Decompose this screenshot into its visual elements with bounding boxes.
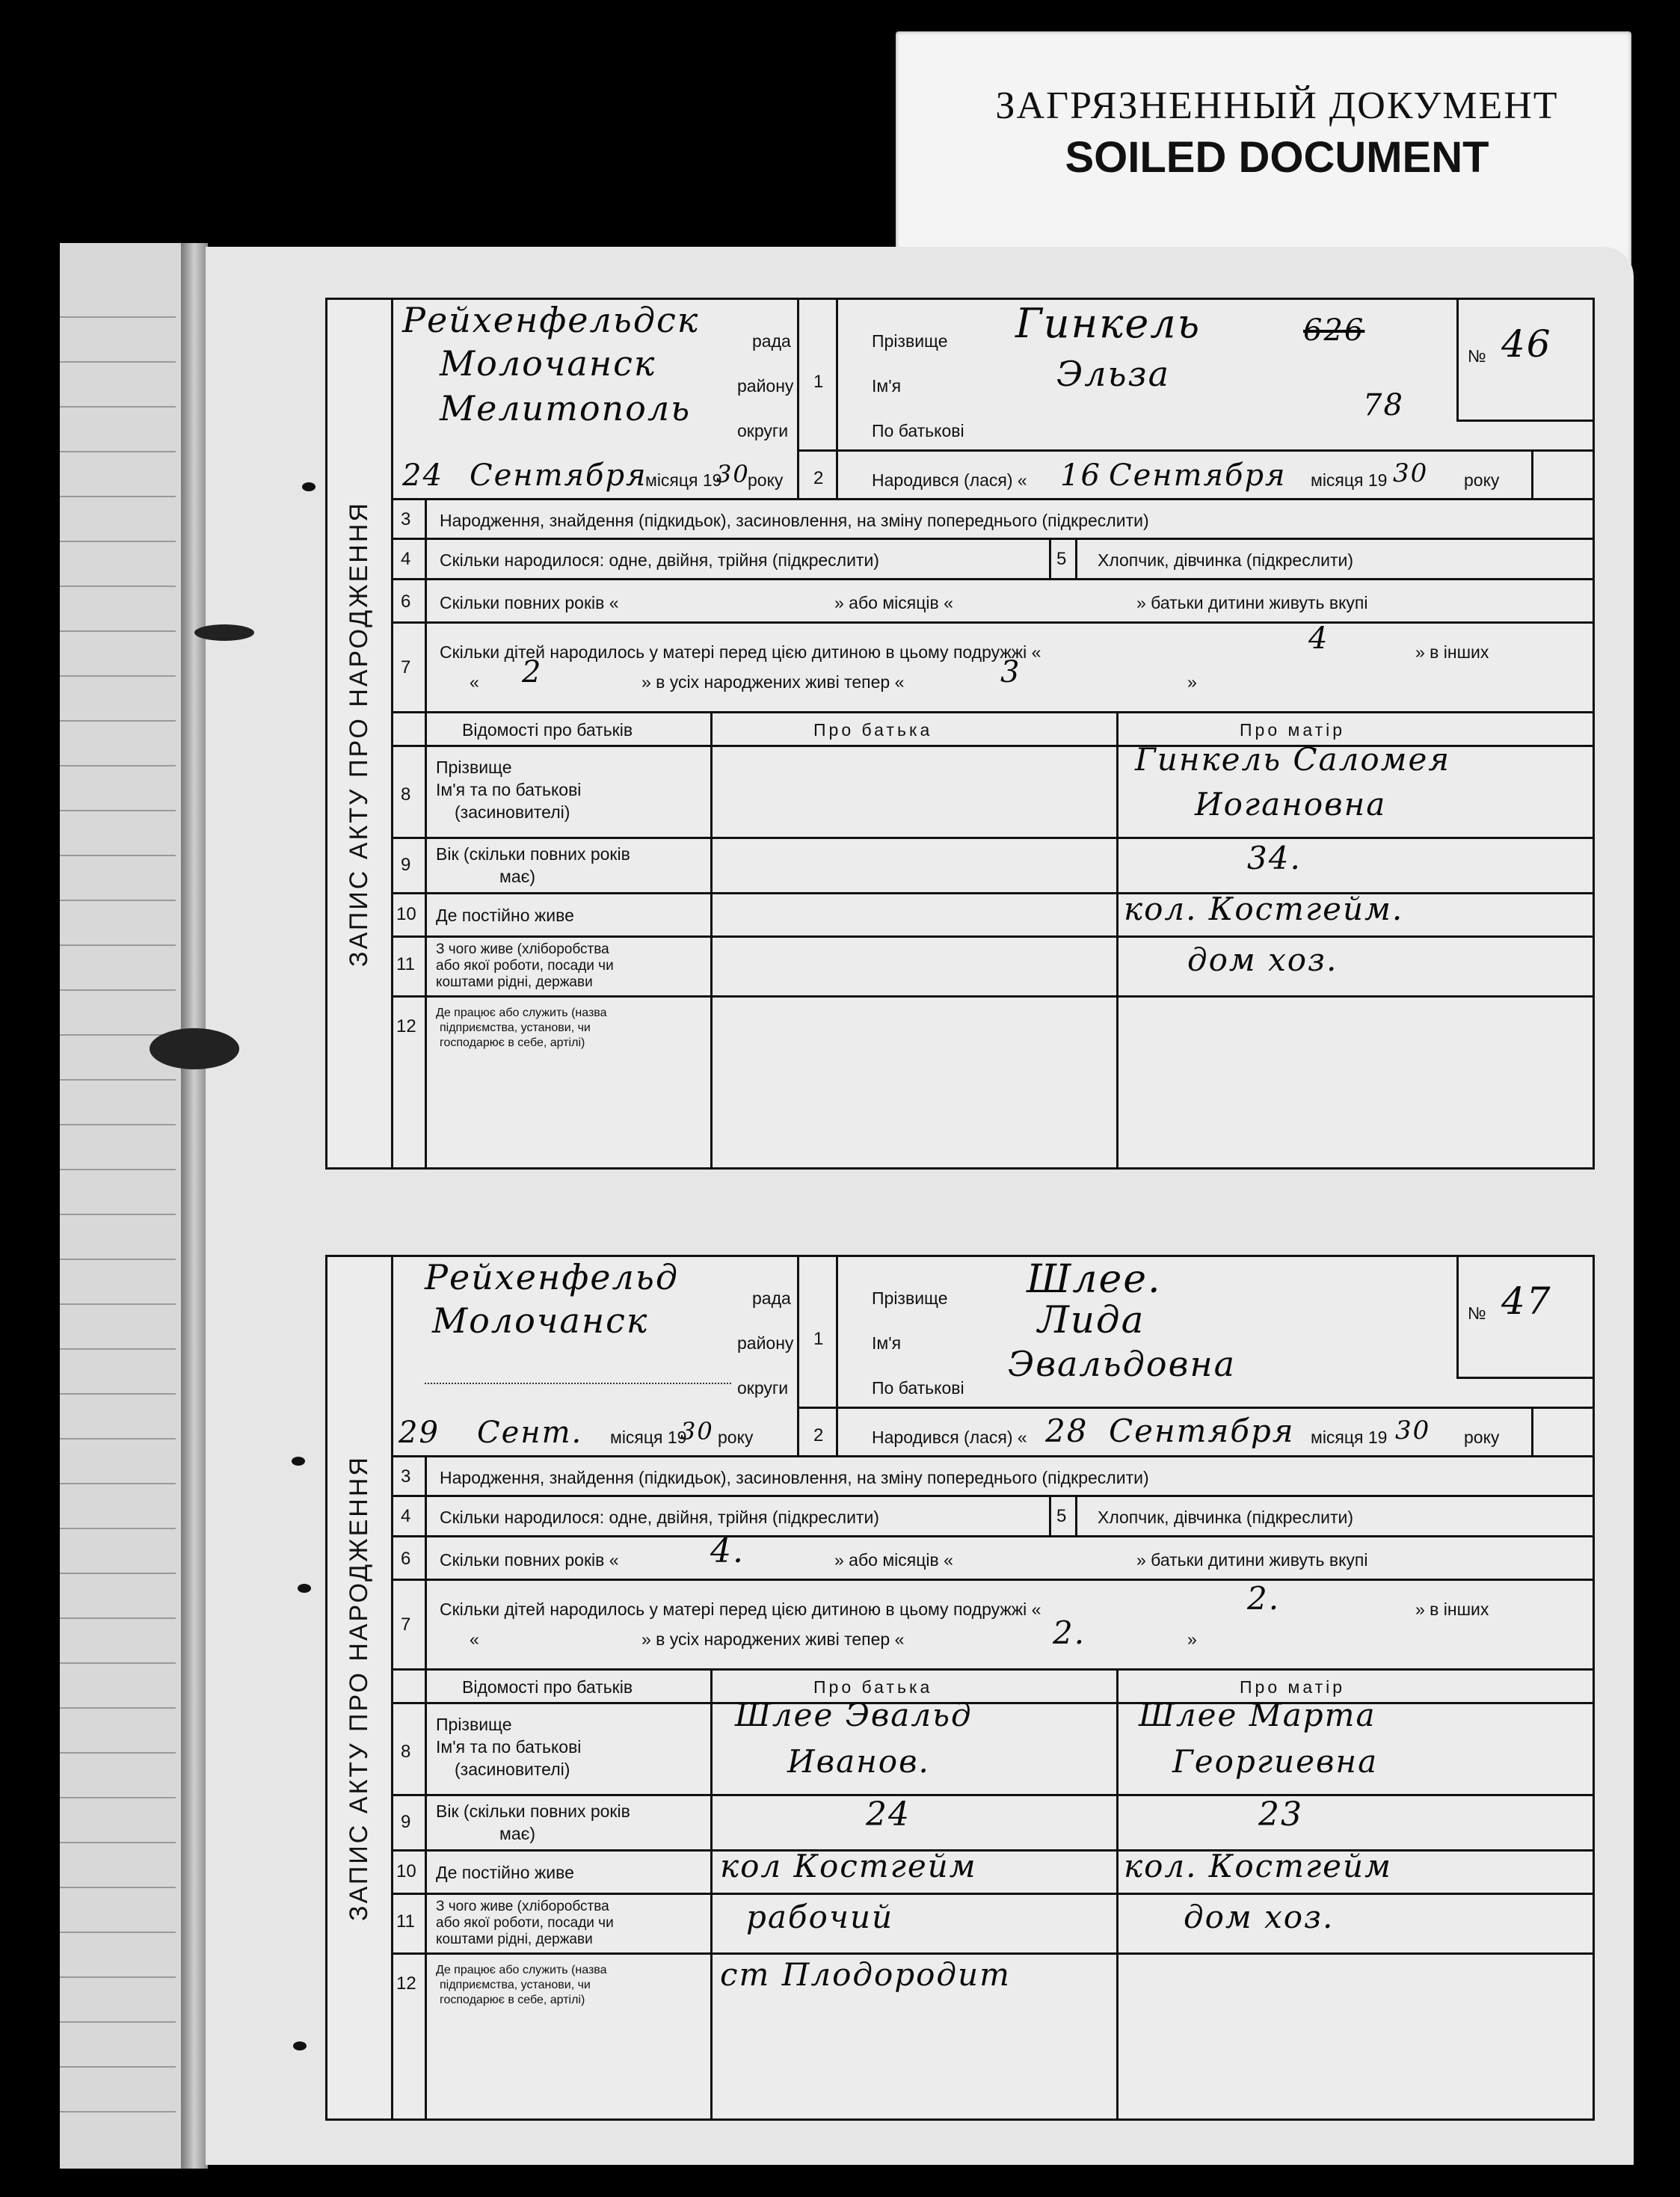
- form-side-title: ЗАПИС АКТУ ПРО НАРОДЖЕННЯ: [327, 300, 393, 1167]
- ink-stain: [194, 624, 254, 641]
- row7b: » в інших: [1415, 642, 1489, 662]
- father-workplace: ст Плодородит: [720, 1956, 1011, 1993]
- child-surname: Шлее.: [1027, 1257, 1162, 1302]
- birth-month: Сентября: [1109, 1413, 1295, 1449]
- reg-month: Сент.: [477, 1416, 583, 1450]
- mother-occupation: дом хоз.: [1187, 941, 1338, 978]
- father-name2: Иванов.: [787, 1743, 930, 1780]
- birth-year: 30: [1393, 458, 1429, 488]
- rada-label: рада: [752, 331, 791, 351]
- reg-month: Сентября: [470, 458, 647, 493]
- father-occupation: рабочий: [746, 1899, 894, 1935]
- birth-record-47: ЗАПИС АКТУ ПРО НАРОДЖЕННЯ Рейхенфельд рада Молочанск району округи 29 Сент. місяця 19 30 року 1 2 Прізвище Шлее. Ім'я Лида По батькові Эвальдовна № 47 Народився (лася) « 28 Сентября місяця 19 30 року 3 Народження, знайдення (підкидьок), засиновлення, на зміну попереднього (підкреслити) 4 Скільки народилося: одне, двійня, трійня (підкреслити) 5 Хлопчик, дівчинка (підкреслити) 6 Скільки повних років « 4. » або місяців « » батьки дитини живуть вкупі 7 Скільки дітей народилось у матері перед цією дитиною в цьому подружжі « 2. » в інших « » в усіх народжених живі тепер « 2. » Відомості про батьків Про батька Про матір 8 Прізвище Ім'я та по батькові (засиновителі) Шлее Эвальд Иванов. Шлее Марта Георгиевна 9 Вік (скільки повних років має) 24 23 10 Де постійно живе кол Костгейм кол. Костгейм 11 З чого живе (хліборобства або якої роботи, посади чи коштами рідні, держави рабочий дом хоз. 12 Де працює або служить (назва підприємства, установи, чи господарює в себе, артілі) ст Плодородит: [325, 1255, 1595, 2121]
- row6a: Скільки повних років «: [440, 593, 619, 612]
- mother-occupation: дом хоз.: [1184, 1899, 1335, 1935]
- rada-value: Рейхенфельдск: [402, 300, 700, 340]
- birth-roku-label: року: [1464, 470, 1500, 490]
- rayon-label: району: [737, 376, 794, 396]
- misyatsya-label: місяця 19: [645, 470, 722, 490]
- surname-label: Прізвище: [872, 331, 948, 351]
- row7d: » в усіх народжених живі тепер «: [641, 672, 905, 692]
- header-mother: Про матір: [1240, 720, 1346, 740]
- mother-name1: Гинкель Саломея: [1135, 741, 1451, 778]
- reg-year: 30: [716, 460, 750, 488]
- ink-stain: [150, 1028, 239, 1069]
- years-together: 4.: [710, 1532, 745, 1570]
- crossed-number: 626: [1303, 313, 1365, 348]
- child-surname: Гинкель: [1015, 300, 1201, 347]
- binding-hole: [298, 1584, 311, 1593]
- okrug-value: Мелитополь: [440, 388, 692, 428]
- rayon-value: Молочанск: [432, 1300, 649, 1341]
- mother-name1: Шлее Марта: [1139, 1697, 1376, 1733]
- children-alive: 2.: [1053, 1614, 1086, 1651]
- row6b: » або місяців «: [834, 593, 953, 612]
- header-info: Відомості про батьків: [462, 720, 633, 740]
- row6c: » батьки дитини живуть вкупі: [1136, 593, 1368, 612]
- note-number: 78: [1363, 388, 1404, 423]
- birth-day: 28: [1045, 1413, 1089, 1449]
- row7a: Скільки дітей народилось у матері перед цією дитиною в цьому подружжі «: [440, 642, 1041, 662]
- form-side-title: ЗАПИС АКТУ ПРО НАРОДЖЕННЯ: [327, 1257, 393, 2118]
- roku-label: року: [748, 470, 784, 490]
- stamp-ru: ЗАГРЯЗНЕННЫЙ ДОКУМЕНТ: [995, 84, 1559, 127]
- mother-residence: кол. Костгейм.: [1124, 891, 1404, 927]
- birth-record-46: ЗАПИС АКТУ ПРО НАРОДЖЕННЯ Рейхенфельдск рада Молочанск району Мелитополь округи 24 Сентября місяця 19 30 року 1 2 Прізвище Гинкель 626 Ім'я Эльза По батькові 78 № 46 Народився (лася) « 16 Сентября місяця 19 30 року 3 Народження, знайдення (підкидьок), засиновлення, на зміну попереднього (підкреслити) 4 Скільки народилося: одне, двійня, трійня (підкреслити) 5 Хлопчик, дівчинка (підкреслити) 6 Скільки повних років « » або місяців « » батьки дитини живуть вкупі 7 Скільки дітей народилось у матері перед цією дитиною в цьому подружжі « 4 » в інших « 2 » в усіх народжених живі тепер « 3 » Відомості про батьків Про батька Про матір 8 Прізвище Ім'я та по батькові (засиновителі) Гинкель Саломея Иогановна 9 Вік (скільки повних років має) 34. 10 Де постійно живе кол. Костгейм. 11 З чого живе (хліборобства або якої роботи, посади чи коштами рідні, держави дом хоз. 12 Де працює або служить (назва підприємства, установи, чи господарює в себе, артілі): [325, 298, 1595, 1170]
- book-spine: [181, 243, 208, 2169]
- soiled-document-label: [896, 31, 1631, 278]
- children-alive: 3: [1000, 655, 1021, 689]
- father-residence: кол Костгейм: [720, 1848, 977, 1884]
- patronymic-label: По батькові: [872, 421, 964, 440]
- row4-text: Скільки народилося: одне, двійня, трійня (підкреслити): [440, 550, 879, 570]
- children-this: 4: [1308, 621, 1329, 656]
- record-number: 46: [1501, 322, 1552, 366]
- reg-day: 24: [402, 458, 443, 493]
- binding-hole: [302, 482, 316, 491]
- reg-year: 30: [680, 1417, 714, 1445]
- name-label: Ім'я: [872, 376, 902, 396]
- row3-text: Народження, знайдення (підкидьок), засиновлення, на зміну попереднього (підкреслити): [440, 511, 1149, 530]
- children-other: 2: [522, 655, 543, 689]
- binding-hole: [293, 2041, 307, 2050]
- mother-name2: Иогановна: [1195, 786, 1387, 823]
- child-name: Эльза: [1056, 354, 1171, 394]
- header-father: Про батька: [813, 720, 933, 740]
- okrug-label: округи: [737, 421, 789, 440]
- child-patronymic: Эвальдовна: [1008, 1344, 1237, 1384]
- mother-residence: кол. Костгейм: [1124, 1848, 1392, 1884]
- number-sign: №: [1468, 346, 1486, 366]
- stamp-en: SOILED DOCUMENT: [1065, 133, 1489, 182]
- child-name: Лида: [1038, 1298, 1145, 1342]
- born-label: Народився (лася) «: [872, 470, 1027, 490]
- birth-month: Сентября: [1109, 458, 1287, 493]
- rada-value: Рейхенфельд: [425, 1257, 679, 1297]
- previous-page-edge: [60, 243, 198, 2169]
- birth-day: 16: [1060, 458, 1101, 493]
- birth-year: 30: [1395, 1416, 1431, 1445]
- mother-age: 23: [1258, 1795, 1303, 1834]
- children-this: 2.: [1247, 1580, 1281, 1617]
- rayon-value: Молочанск: [440, 343, 656, 384]
- record-number: 47: [1501, 1279, 1552, 1323]
- birth-month-label: місяця 19: [1311, 470, 1388, 490]
- mother-name2: Георгиевна: [1172, 1743, 1379, 1780]
- binding-hole: [292, 1457, 305, 1466]
- mother-age: 34.: [1247, 840, 1302, 876]
- father-age: 24: [866, 1795, 911, 1834]
- father-name1: Шлее Эвальд: [735, 1697, 973, 1733]
- reg-day: 29: [399, 1416, 440, 1450]
- row5-text: Хлопчик, дівчинка (підкреслити): [1098, 550, 1354, 570]
